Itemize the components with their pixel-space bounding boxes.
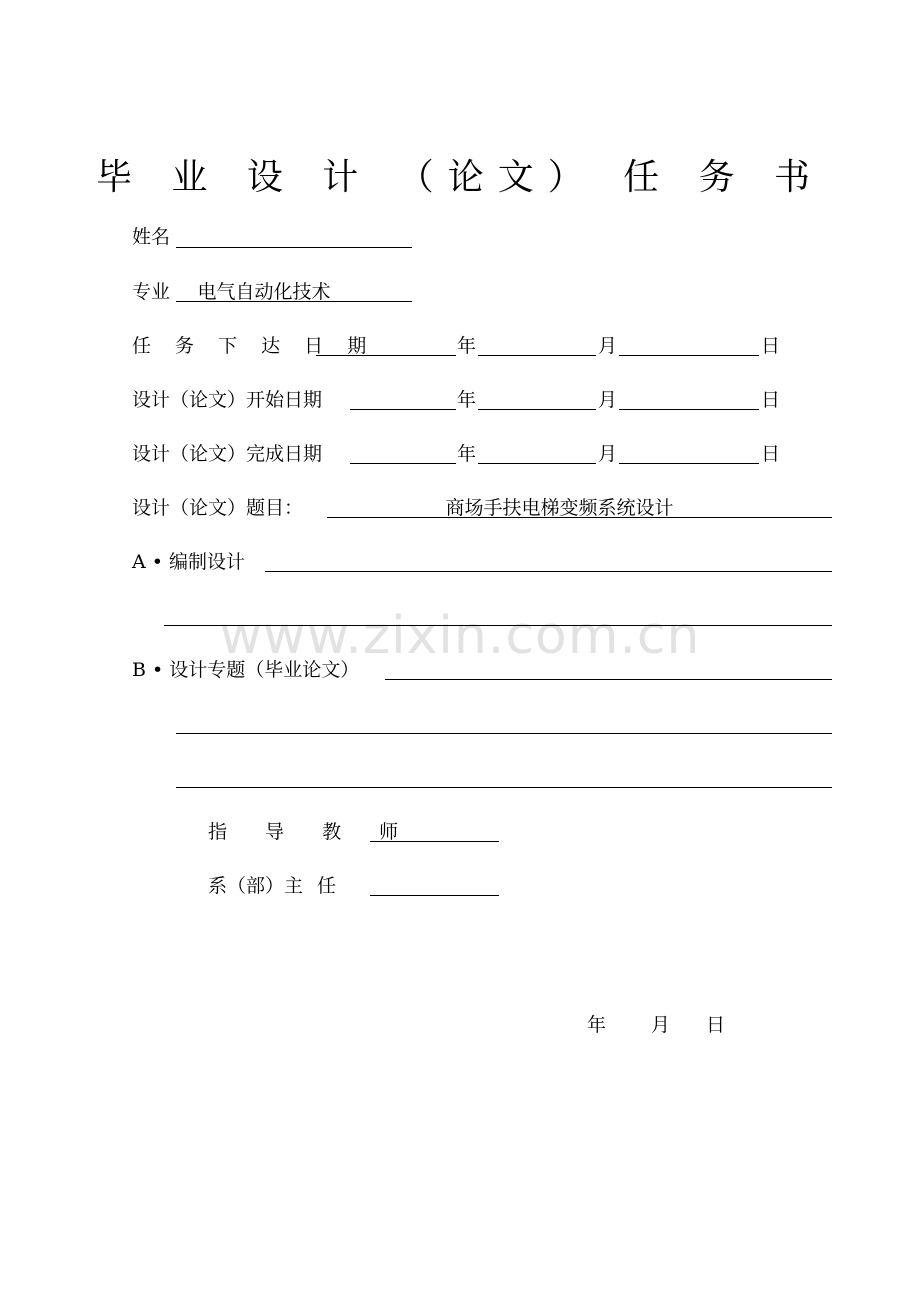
assign-month-label: 月 [598, 335, 618, 357]
major-value: 电气自动化技术 [197, 281, 331, 303]
document-title: 毕 业 设 计 （论文） 任 务 书 [95, 157, 825, 198]
finish-date-label: 设计（论文）完成日期 [132, 443, 323, 465]
finish-month-underline [478, 463, 596, 464]
start-day-underline [619, 409, 759, 410]
watermark: www.zixin.com.cn [219, 606, 701, 666]
section-b-underline-2 [176, 733, 832, 734]
section-a-label: A • 编制设计 [132, 551, 246, 573]
section-b-underline-3 [176, 787, 832, 788]
start-day-label: 日 [761, 389, 781, 411]
assign-day-label: 日 [761, 335, 781, 357]
start-date-label: 设计（论文）开始日期 [132, 389, 323, 411]
advisor-underline [370, 841, 499, 842]
dept-head-label: 系（部）主 任 [208, 875, 337, 897]
section-b-label: B • 设计专题（毕业论文） [132, 659, 360, 681]
finish-day-underline [619, 463, 759, 464]
major-label: 专业 [132, 281, 171, 303]
assign-month-underline [478, 355, 596, 356]
finish-month-label: 月 [598, 443, 618, 465]
topic-value: 商场手扶电梯变频系统设计 [445, 497, 674, 519]
finish-day-label: 日 [761, 443, 781, 465]
footer-year: 年 [587, 1014, 607, 1036]
footer-month: 月 [651, 1014, 671, 1036]
name-underline [176, 247, 412, 248]
start-month-label: 月 [598, 389, 618, 411]
assign-date-label: 任 务 下 达 日 期 [132, 335, 376, 357]
assign-year-underline [316, 355, 456, 356]
start-year-underline [350, 409, 456, 410]
section-a-underline-2 [164, 625, 832, 626]
start-month-underline [478, 409, 596, 410]
section-b-underline-1 [385, 679, 832, 680]
assign-day-underline [619, 355, 759, 356]
section-a-underline-1 [265, 571, 832, 572]
advisor-label: 指 导 教 师 [208, 821, 415, 843]
assign-year-label: 年 [457, 335, 477, 357]
footer-day: 日 [706, 1014, 726, 1036]
finish-year-label: 年 [457, 443, 477, 465]
start-year-label: 年 [457, 389, 477, 411]
finish-year-underline [350, 463, 456, 464]
dept-head-underline [370, 895, 499, 896]
topic-label: 设计（论文）题目： [132, 497, 304, 519]
name-label: 姓名 [132, 226, 171, 248]
